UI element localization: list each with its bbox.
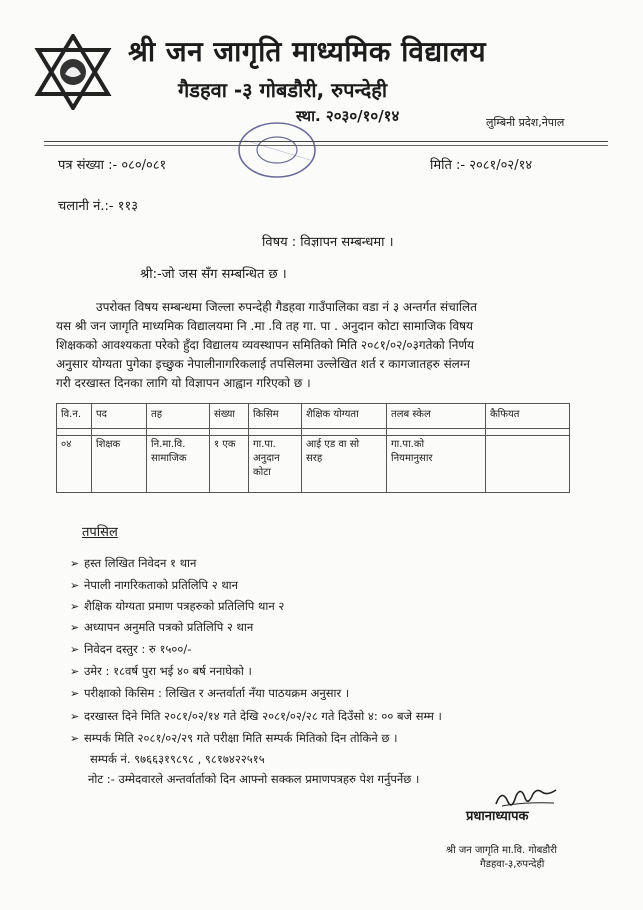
cell-qualification bbox=[302, 436, 387, 493]
cell-type-line: अनुदान bbox=[253, 453, 280, 464]
arrow-bullet-icon: ➢ bbox=[70, 621, 80, 634]
cell-level-line: नि.मा.वि. bbox=[151, 439, 186, 450]
list-item bbox=[70, 709, 442, 724]
arrow-bullet-icon: ➢ bbox=[70, 687, 80, 700]
col-header-type: किसिम bbox=[249, 404, 302, 429]
body-paragraph bbox=[56, 298, 578, 393]
arrow-bullet-icon: ➢ bbox=[70, 665, 80, 678]
province-label: लुम्बिनी प्रदेश,नेपाल bbox=[486, 116, 565, 129]
cell-salary-line: गा.पा.को bbox=[391, 439, 425, 450]
cell-post: शिक्षक bbox=[92, 436, 147, 493]
col-header-qualification: शैक्षिक योग्यता bbox=[302, 404, 387, 429]
established-date: स्था. २०३०/१०/१४ bbox=[296, 107, 400, 125]
col-header-sn: वि.न. bbox=[57, 404, 92, 429]
list-item-text: हस्त लिखित निवेदन १ थान bbox=[84, 556, 197, 570]
list-item bbox=[70, 664, 252, 679]
star-emblem-icon bbox=[34, 34, 112, 110]
arrow-bullet-icon: ➢ bbox=[70, 643, 80, 656]
signatory-school: श्री जन जागृति मा.वि. गोबडौरी bbox=[446, 845, 557, 856]
arrow-bullet-icon: ➢ bbox=[70, 710, 80, 723]
dispatch-number: चलानी नं.:- ११३ bbox=[58, 199, 138, 214]
cell-sn: ०४ bbox=[57, 436, 92, 493]
body-line: उपरोक्त विषय सम्बन्धमा जिल्ला रुपन्देही गैडहवा गाउँपालिका वडा नं ३ अन्तर्गत संचालित bbox=[96, 300, 477, 314]
col-header-count: संख्या bbox=[210, 404, 249, 429]
arrow-bullet-icon: ➢ bbox=[70, 600, 80, 613]
list-item-text: अध्यापन अनुमति पत्रको प्रतिलिपि २ थान bbox=[84, 620, 254, 634]
list-item-text: दरखास्त दिने मिति २०८१/०२/१४ गते देखि २०८१/०२/२८ गते दिउँसो ४: ०० बजे सम्म । bbox=[84, 709, 442, 723]
header-rule-secondary bbox=[44, 145, 608, 146]
cell-type-line: कोटा bbox=[253, 467, 271, 478]
col-header-level: तह bbox=[147, 404, 210, 429]
list-item bbox=[70, 731, 397, 746]
list-item bbox=[70, 599, 284, 614]
cell-qualification-line: आई एड वा सो bbox=[306, 439, 360, 450]
body-line: यस श्री जन जागृति माध्यमिक विद्यालयमा नि .मा .वि तह गा. पा . अनुदान कोटा सामाजिक विषय bbox=[56, 319, 474, 333]
arrow-bullet-icon: ➢ bbox=[70, 732, 80, 745]
arrow-bullet-icon: ➢ bbox=[70, 557, 80, 570]
reference-number: पत्र संख्या :- ०८०/०८१ bbox=[58, 158, 167, 173]
arrow-bullet-icon: ➢ bbox=[70, 579, 80, 592]
cell-count: १ एक bbox=[210, 436, 249, 493]
cell-remarks bbox=[486, 436, 570, 493]
cell-type-line: गा.पा. bbox=[253, 439, 276, 450]
list-item bbox=[70, 686, 349, 701]
list-item bbox=[70, 556, 196, 571]
col-header-post: पद bbox=[92, 404, 147, 429]
header-rule bbox=[44, 141, 608, 142]
signatory-address: गैडहवा-३,रुपन्देही bbox=[480, 859, 545, 870]
school-name: श्री जन जागृति माध्यमिक विद्यालय bbox=[128, 35, 487, 68]
list-item-text: सम्पर्क मिति २०८१/०२/२९ गते परीक्षा मिति सम्पर्क मितिको दिन तोकिने छ । bbox=[84, 731, 398, 745]
col-header-salary: तलब स्केल bbox=[387, 404, 486, 429]
signatory-title: प्रधानाध्यापक bbox=[466, 809, 529, 824]
list-item-text: नेपाली नागरिकताको प्रतिलिपि २ थान bbox=[84, 578, 239, 592]
table-row bbox=[57, 436, 570, 493]
table-header-row bbox=[57, 404, 570, 429]
cell-salary-line: नियमानुसार bbox=[391, 453, 433, 464]
body-line: गरी दरखास्त दिनका लागि यो विज्ञापन आह्वान गरिएको छ । bbox=[56, 376, 311, 390]
contact-numbers: सम्पर्क नं. ९७६६३१९८९८ , ९८१७४२२५१५ bbox=[90, 752, 265, 766]
list-item-text: परीक्षाको किसिम : लिखित र अन्तर्वार्ता नँया पाठयक्रम अनुसार । bbox=[84, 686, 350, 700]
details-title: तपसिल bbox=[82, 525, 118, 540]
list-item bbox=[70, 642, 191, 657]
cell-type bbox=[249, 436, 302, 493]
post-table bbox=[56, 403, 570, 493]
list-item-text: निवेदन दस्तुर : रु १५००/- bbox=[84, 642, 192, 656]
col-header-remarks: कैफियत bbox=[486, 404, 570, 429]
school-seal-icon bbox=[234, 120, 320, 180]
note-text: नोट :- उम्मेदवारले अन्तर्वार्ताको दिन आफ्नो सक्कल प्रमाणपत्रहरु पेश गर्नुपर्नेछ । bbox=[88, 772, 420, 786]
table-spacer-row bbox=[57, 429, 570, 436]
list-item bbox=[70, 620, 253, 635]
letter-date: मिति :- २०८१/०२/१४ bbox=[430, 158, 533, 173]
body-line: अनुसार योग्यता पुगेका इच्छुक नेपालीनागरिकलाई तपसिलमा उल्लेखित शर्त र कागजातहरु संलग्न bbox=[56, 357, 470, 371]
letter-subject: विषय : विज्ञापन सम्बन्धमा । bbox=[262, 235, 394, 250]
cell-level-line: सामाजिक bbox=[151, 453, 187, 464]
list-item-text: उमेर : १८वर्ष पुरा भई ४० बर्ष ननाघेको । bbox=[84, 664, 252, 678]
list-item bbox=[70, 578, 238, 593]
cell-level bbox=[147, 436, 210, 493]
cell-qualification-line: सरह bbox=[306, 453, 323, 464]
cell-salary bbox=[387, 436, 486, 493]
school-address: गैडहवा -३ गोबडौरी, रुपन्देही bbox=[178, 78, 388, 102]
body-line: शिक्षकको आवश्यकता परेको हुँदा विद्यालय व्यवस्थापन समितिको मिति २०८१/०२/०३गतेको निर्णय bbox=[56, 338, 474, 352]
list-item-text: शैक्षिक योग्यता प्रमाण पत्रहरुको प्रतिलिपि थान २ bbox=[84, 599, 285, 613]
letter-salutation: श्री:-जो जस सँग सम्बन्धित छ । bbox=[140, 267, 287, 282]
